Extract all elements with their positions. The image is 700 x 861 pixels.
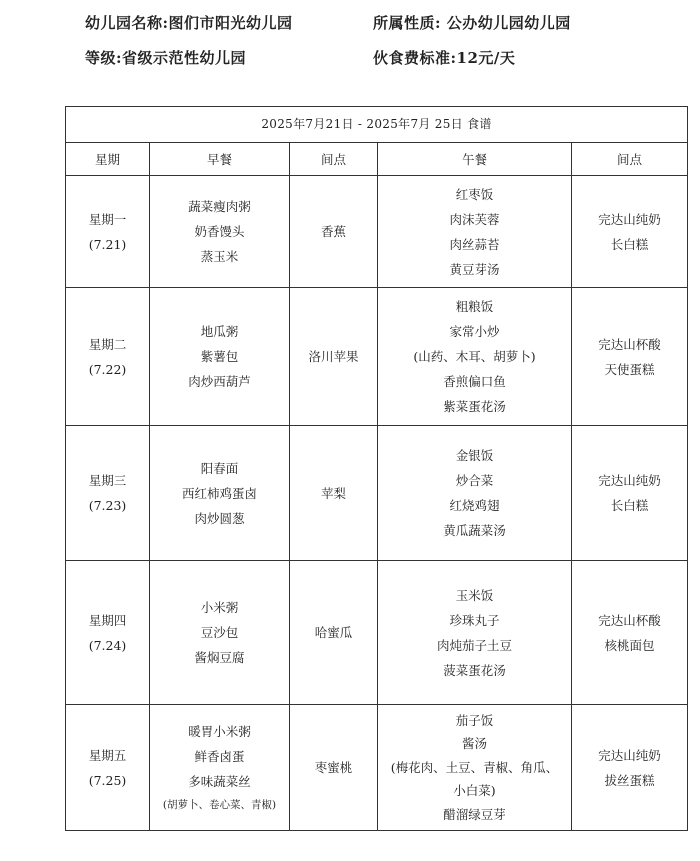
menu-item: 完达山杯酸 xyxy=(598,612,661,628)
breakfast-cell xyxy=(150,426,290,561)
menu-item: 黄豆芽汤 xyxy=(449,261,500,277)
menu-item: 洛川苹果 xyxy=(308,349,359,364)
menu-item: 西红柿鸡蛋卤 xyxy=(181,485,257,501)
menu-item: 肉炖茄子土豆 xyxy=(436,637,512,653)
menu-item: 红烧鸡翅 xyxy=(449,498,500,513)
weekday-cell xyxy=(66,426,150,561)
table-row xyxy=(66,705,688,831)
menu-item: 金银饭 xyxy=(455,448,494,463)
menu-item: 粗粮饭 xyxy=(455,299,494,314)
menu-item: 哈蜜瓜 xyxy=(314,625,353,640)
kindergarten-type-label: 所属性质: xyxy=(373,14,442,32)
menu-item: 奶香馒头 xyxy=(194,224,245,239)
column-header-morning-snack: 间点 xyxy=(290,143,378,176)
column-header-breakfast: 早餐 xyxy=(150,143,290,176)
menu-item: 玉米饭 xyxy=(455,587,494,603)
menu-item: 暖胃小米粥 xyxy=(188,724,251,739)
afternoon-snack-cell xyxy=(572,705,688,831)
kindergarten-level xyxy=(85,47,246,68)
menu-item: 香蕉 xyxy=(320,224,346,239)
morning-snack-cell xyxy=(290,176,378,288)
weekday-name: 星期四 xyxy=(88,612,127,628)
table-row xyxy=(66,561,688,705)
kindergarten-type-value: 公办幼儿园幼儿园 xyxy=(446,14,571,32)
morning-snack-cell xyxy=(290,288,378,426)
menu-item: (梅花肉、土豆、青椒、角瓜、 xyxy=(390,759,559,775)
menu-item: 肉炒西葫芦 xyxy=(188,374,251,389)
column-header-row xyxy=(66,143,688,176)
afternoon-snack-cell xyxy=(572,288,688,426)
menu-item: 酱汤 xyxy=(461,736,487,752)
menu-item: 红枣饭 xyxy=(455,186,494,202)
lunch-cell xyxy=(378,426,572,561)
morning-snack-cell xyxy=(290,426,378,561)
menu-title-row xyxy=(66,107,688,143)
column-header-lunch: 午餐 xyxy=(378,143,572,176)
weekday-cell xyxy=(66,176,150,288)
menu-item: 炒合菜 xyxy=(455,473,494,488)
afternoon-snack-cell xyxy=(572,426,688,561)
weekday-cell xyxy=(66,705,150,831)
menu-item: 香煎偏口鱼 xyxy=(443,374,506,389)
menu-item: 豆沙包 xyxy=(200,625,239,640)
menu-item: 完达山杯酸 xyxy=(598,336,661,352)
menu-title: 2025年7月21日 - 2025年7月 25日 食谱 xyxy=(66,107,688,143)
menu-item: 肉沫芙蓉 xyxy=(449,211,500,227)
meal-fee-standard-label: 伙食费标准: xyxy=(373,49,457,67)
menu-item: 鲜香卤蛋 xyxy=(194,749,245,764)
kindergarten-level-value: 省级示范性幼儿园 xyxy=(122,49,247,67)
morning-snack-cell xyxy=(290,561,378,705)
menu-item: 苹梨 xyxy=(320,485,346,501)
menu-item: 肉丝蒜苔 xyxy=(449,236,500,252)
lunch-cell xyxy=(378,705,572,831)
menu-item: 阳春面 xyxy=(200,460,239,476)
weekday-cell xyxy=(66,561,150,705)
menu-item: 完达山纯奶 xyxy=(598,473,661,488)
menu-item: 黄瓜蔬菜汤 xyxy=(443,523,506,538)
column-header-afternoon-snack: 间点 xyxy=(572,143,688,176)
menu-item: 长白糕 xyxy=(610,498,649,513)
breakfast-cell xyxy=(150,561,290,705)
menu-item: 醋溜绿豆芽 xyxy=(443,806,506,822)
menu-item: 珍珠丸子 xyxy=(449,612,500,628)
menu-item: 地瓜粥 xyxy=(200,324,239,339)
table-row xyxy=(66,288,688,426)
menu-item: 酱焖豆腐 xyxy=(194,650,245,665)
weekday-date: (7.21) xyxy=(88,236,127,252)
weekday-date: (7.23) xyxy=(88,498,127,513)
weekly-menu-table xyxy=(65,106,688,831)
table-row xyxy=(66,426,688,561)
menu-item: 小米粥 xyxy=(200,600,239,615)
breakfast-cell xyxy=(150,176,290,288)
kindergarten-level-label: 等级: xyxy=(85,49,123,67)
table-row xyxy=(66,176,688,288)
menu-item: 家常小炒 xyxy=(449,324,500,339)
column-header-weekday: 星期 xyxy=(66,143,150,176)
menu-item: 完达山纯奶 xyxy=(598,211,661,227)
weekday-date: (7.25) xyxy=(88,772,127,788)
menu-item: 蔬菜瘦肉粥 xyxy=(188,199,251,214)
menu-item: 完达山纯奶 xyxy=(598,747,661,763)
weekday-name: 星期三 xyxy=(88,473,127,488)
menu-item: (胡萝卜、卷心菜、青椒) xyxy=(162,799,277,811)
weekday-name: 星期一 xyxy=(88,211,127,227)
menu-item: 紫菜蛋花汤 xyxy=(443,399,506,414)
breakfast-cell xyxy=(150,705,290,831)
breakfast-cell xyxy=(150,288,290,426)
weekday-name: 星期二 xyxy=(88,336,127,352)
kindergarten-name-value: 图们市阳光幼儿园 xyxy=(168,14,293,32)
weekday-date: (7.24) xyxy=(88,637,127,653)
lunch-cell xyxy=(378,561,572,705)
kindergarten-name-label: 幼儿园名称: xyxy=(85,14,169,32)
kindergarten-name xyxy=(85,12,293,33)
weekday-name: 星期五 xyxy=(88,747,127,763)
menu-item: 茄子饭 xyxy=(455,712,494,728)
menu-item: 蒸玉米 xyxy=(200,249,239,264)
menu-item: 枣蜜桃 xyxy=(314,760,353,775)
weekday-cell xyxy=(66,288,150,426)
kindergarten-type xyxy=(373,12,571,33)
menu-item: 菠菜蛋花汤 xyxy=(443,662,506,678)
meal-fee-standard xyxy=(373,47,515,68)
menu-item: 拔丝蛋糕 xyxy=(604,772,655,788)
morning-snack-cell xyxy=(290,705,378,831)
meal-fee-standard-value: 12元/天 xyxy=(456,49,516,67)
menu-item: 小白菜) xyxy=(453,783,496,799)
afternoon-snack-cell xyxy=(572,176,688,288)
lunch-cell xyxy=(378,176,572,288)
menu-item: (山药、木耳、胡萝卜) xyxy=(413,349,536,364)
menu-item: 多味蔬菜丝 xyxy=(188,774,251,789)
menu-item: 紫薯包 xyxy=(200,349,239,364)
menu-item: 长白糕 xyxy=(610,236,649,252)
menu-item: 肉炒圆葱 xyxy=(194,510,245,526)
afternoon-snack-cell xyxy=(572,561,688,705)
menu-item: 核桃面包 xyxy=(604,637,655,653)
menu-item: 天使蛋糕 xyxy=(604,361,655,377)
weekday-date: (7.22) xyxy=(88,361,127,377)
lunch-cell xyxy=(378,288,572,426)
